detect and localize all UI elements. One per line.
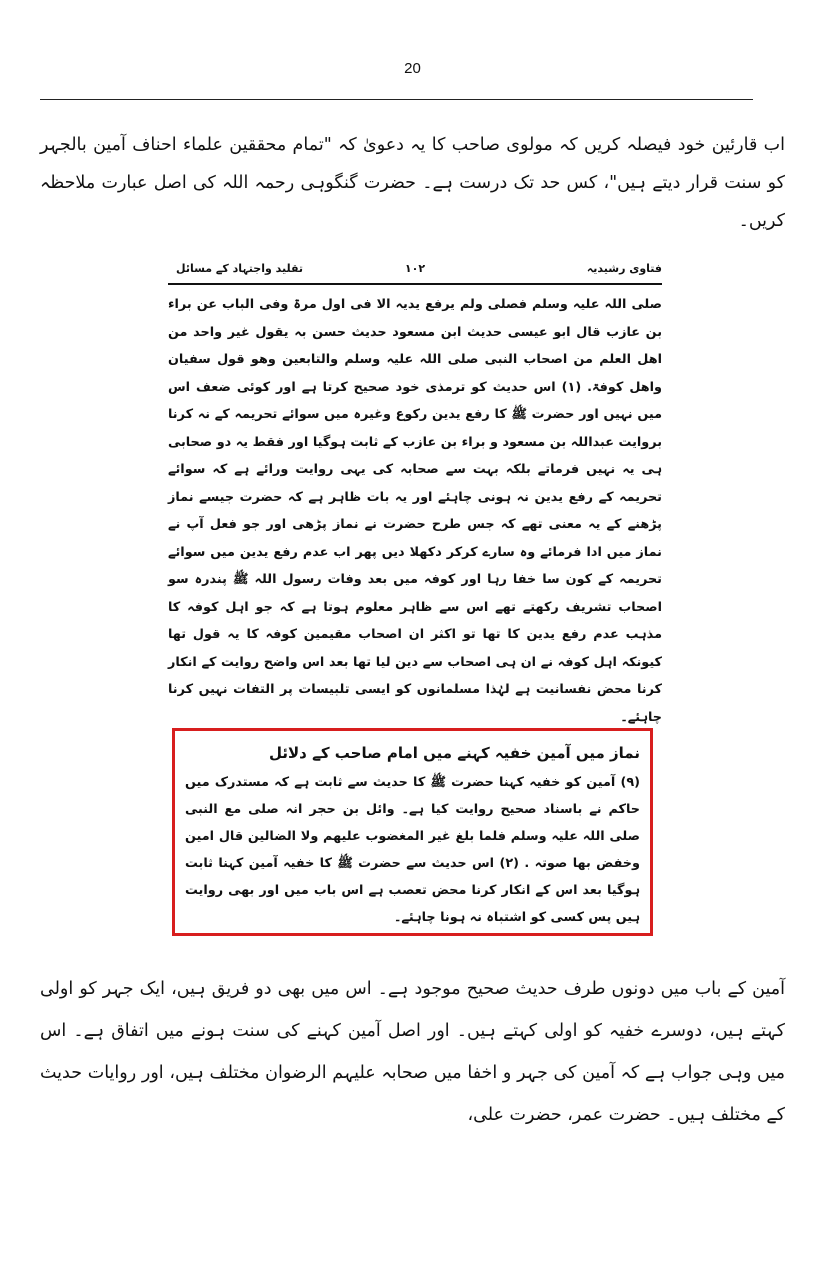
scan-book-title: فتاوی رشیدیہ	[586, 262, 662, 275]
page-number: 20	[404, 60, 421, 77]
scan-page-number: ۱۰۲	[404, 262, 426, 275]
highlighted-passage-box	[172, 728, 653, 936]
highlighted-passage-body: (۹) آمین کو خفیہ کہنا حضرت ﷺ کا حدیث سے ثابت ہے کہ مستدرک میں حاکم نے باسناد صحیح روایت کیا ہے۔ وائل بن حجر انہ صلی مع النبی صلی اللہ علیہ وسلم فلما بلغ غیر المغضوب علیھم ولا الضالین قال امین وخفض بھا صوتہ . (۲) اس حدیث سے حضرت ﷺ کا خفیہ آمین کہنا ثابت ہوگیا بعد اس کے انکار کرنا محض تعصب ہے اس باب میں اور بھی روایت ہیں پس کسی کو اشتباہ نہ ہونا چاہئے۔	[185, 775, 640, 925]
highlighted-passage-title: نماز میں آمین خفیہ کہنے میں امام صاحب کے دلائل	[268, 744, 640, 762]
scan-chapter-title: تقلید واجتہاد کے مسائل	[176, 262, 304, 275]
scan-header-rule	[168, 283, 662, 285]
outro-paragraph: آمین کے باب میں دونوں طرف حدیث صحیح موجود ہے۔ اس میں بھی دو فریق ہیں، ایک جہر کو اولی کہتے ہیں، دوسرے خفیہ کو اولی کہتے ہیں۔ اور اصل آمین کہنے کی سنت ہونے میں اتفاق ہے۔ اس میں وہی جواب ہے کہ آمین کی جہر و اخفا میں صحابہ علیہم الرضوان مختلف ہیں، اور روایات حدیث کے مختلف ہیں۔ حضرت عمر، حضرت علی،	[40, 979, 785, 1125]
scanned-book-excerpt	[168, 262, 662, 731]
top-divider	[40, 99, 753, 100]
scan-running-header	[168, 262, 662, 282]
scan-body-text: صلی اللہ علیہ وسلم فصلی ولم یرفع یدیہ الا فی اول مرۃ وفی الباب عن براء بن عازب قال ابو عیسی حدیث ابن مسعود حدیث حسن بہ یقول غیر واحد من اھل العلم من اصحاب النبی صلی اللہ علیہ وسلم والتابعین وھو قول سفیان واھل کوفۃ. (۱) اس حدیث کو ترمذی خود صحیح کرتا ہے اور کوئی ضعف اس میں نہیں اور حضرت ﷺ کا رفع یدین رکوع وغیرہ میں سوائے تحریمہ کے نہ کرنا بروایت عبداللہ بن مسعود و براء بن عازب کے ثابت ہوگیا اور فقط یہ دو صحابی ہی یہ نہیں فرماتے بلکہ بہت سے صحابہ کی یہی روایت ورائے ہے کہ سوائے تحریمہ کے رفع یدین نہ ہونی چاہئے اور یہ بات ظاہر ہے کہ حضرت جیسے نماز پڑھنے کے یہ معنی تھے کہ جس طرح حضرت نے نماز پڑھی اور جو فعل آپ نے نماز میں ادا فرمائے وہ سارے کرکر دکھلا دیں پھر اب عدم رفع یدین میں سوائے تحریمہ کے کون سا خفا رہا اور کوفہ میں بعد وفات رسول اللہ ﷺ پندرہ سو اصحاب تشریف رکھتے تھے اس سے ظاہر معلوم ہوتا ہے کہ جو اہل کوفہ کا مذہب عدم رفع یدین کا تھا تو اکثر ان اصحاب مقیمین کوفہ کا یہ قول تھا کیونکہ اہل کوفہ نے ان ہی اصحاب سے دین لیا تھا بعد اس واضح روایت کے انکار کرنا محض نفسانیت ہے لہٰذا مسلمانوں کو ایسی تلبیسات پر التفات نہیں کرنا چاہئے۔	[168, 297, 662, 725]
intro-paragraph: اب قارئین خود فیصلہ کریں کہ مولوی صاحب کا یہ دعویٰ کہ "تمام محققین علماء احناف آمین بالجہر کو سنت قرار دیتے ہیں"، کس حد تک درست ہے۔ حضرت گنگوہی رحمہ اللہ کی اصل عبارت ملاحظہ کریں۔	[40, 135, 785, 231]
